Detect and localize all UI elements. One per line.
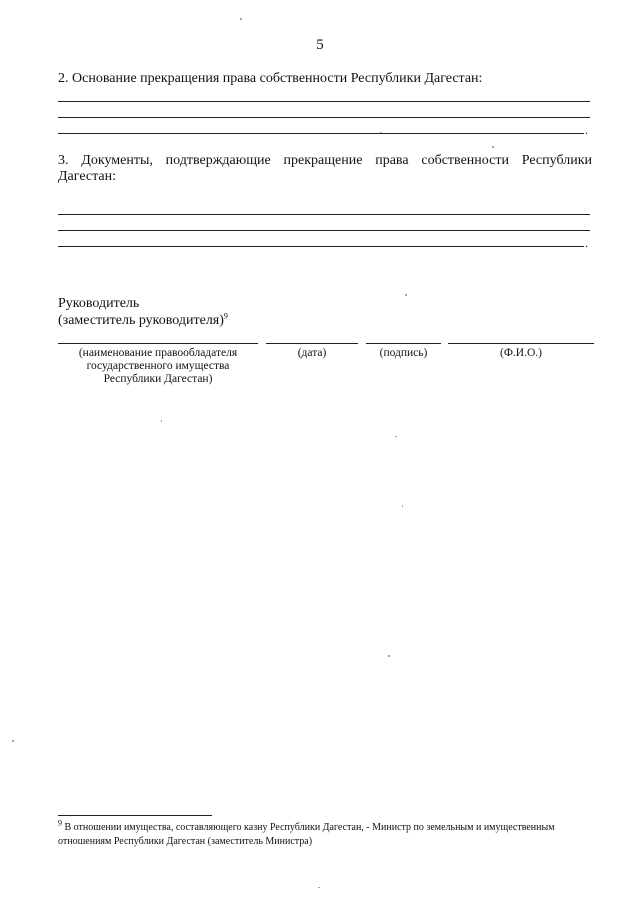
section-3-line-end-period: . (585, 236, 588, 250)
holder-name-caption (58, 347, 258, 386)
full-name-caption: (Ф.И.О.) (500, 347, 542, 359)
section-3-fill-line-1 (58, 214, 590, 215)
footnote-text: В отношении имущества, составляющего казну Республики Дагестан, - Министр по земельным и имущественным отношениям Республики Дагестан (заместитель Министра) (58, 822, 555, 847)
section-3-title-line-1: 3. Документы, подтверждающие прекращение права собственности Республики (58, 153, 592, 168)
footnote-separator (58, 815, 212, 816)
section-2-line-end-period: . (585, 123, 588, 137)
scan-speck (240, 18, 242, 20)
scan-speck (380, 132, 382, 133)
section-3-fill-line-2 (58, 230, 590, 231)
date-caption: (дата) (297, 347, 327, 359)
section-2-fill-line-2 (58, 117, 590, 118)
footnote-marker: 9 (58, 818, 62, 828)
signatory-role: Руководитель (58, 296, 140, 311)
signatory-deputy (58, 313, 228, 329)
holder-name-line (58, 343, 258, 344)
date-line (266, 343, 358, 344)
holder-caption-line-3: Республики Дагестан) (103, 373, 213, 385)
scan-speck (318, 887, 320, 888)
scan-speck (402, 505, 403, 507)
signatory-deputy-text: (заместитель руководителя) (58, 313, 224, 328)
scan-speck (405, 294, 407, 296)
scan-speck (492, 146, 494, 148)
full-name-line (448, 343, 594, 344)
footnote-reference: 9 (223, 311, 228, 321)
signature-caption: (подпись) (379, 347, 428, 359)
holder-caption-line-2: государственного имущества (86, 360, 230, 372)
holder-caption-line-1: (наименование правообладателя (78, 347, 238, 359)
signature-line (366, 343, 441, 344)
section-3-fill-line-3 (58, 246, 584, 247)
section-3-title-line-2: Дагестан: (58, 169, 116, 184)
page-number: 5 (316, 37, 324, 53)
footnote (58, 818, 598, 849)
section-2-title: 2. Основание прекращения права собственности Республики Дагестан: (58, 71, 483, 86)
scan-speck (161, 420, 162, 422)
section-2-fill-line-3 (58, 133, 584, 134)
scan-speck (395, 436, 397, 437)
scan-speck (388, 655, 390, 657)
section-2-fill-line-1 (58, 101, 590, 102)
scan-speck (12, 740, 14, 742)
